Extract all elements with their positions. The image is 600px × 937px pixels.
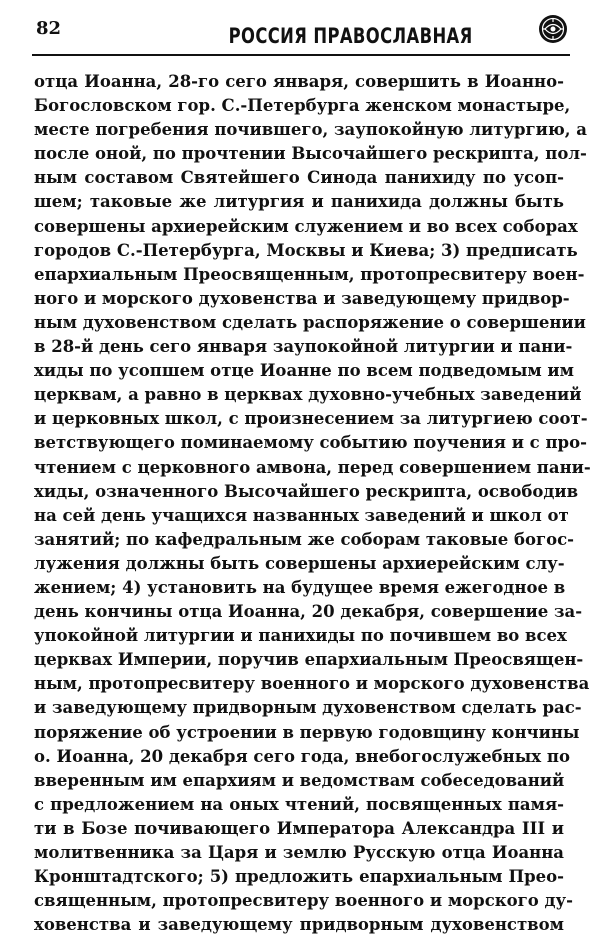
- text-line: ным, протопресвитеру военного и морского духовенства: [34, 674, 590, 694]
- running-title: РОССИЯ ПРАВОСЛАВНАЯ: [228, 24, 473, 48]
- text-line: о. Иоанна, 20 декабря сего года, внебогослужебных по: [34, 746, 570, 766]
- body-text: [34, 70, 591, 937]
- text-line: с предложением на оных чтений, посвященных памя-: [34, 794, 564, 814]
- text-line: ным составом Святейшего Синода панихиду по усоп-: [34, 168, 564, 188]
- text-line: священным, протопресвитеру военного и морского ду-: [34, 891, 573, 911]
- text-line: Кронштадтского; 5) предложить епархиальным Прео-: [34, 867, 564, 887]
- text-line: ным духовенством сделать распоряжение о совершении: [34, 312, 586, 332]
- text-line: в 28-й день сего января заупокойной литургии и пани-: [34, 337, 573, 357]
- text-line: церквам, а равно в церквах духовно-учебных заведений: [34, 385, 582, 405]
- text-line: и церковных школ, с произнесением за литургиею соот-: [34, 409, 588, 429]
- text-line: вверенным им епархиям и ведомствам собеседований: [34, 770, 565, 790]
- text-line: хиды по усопшем отце Иоанне по всем подведомым им: [34, 361, 575, 381]
- text-line: Богословском гор. С.-Петербурга женском монастыре,: [34, 96, 571, 116]
- publisher-emblem-icon: [538, 14, 568, 44]
- text-line: отца Иоанна, 28-го сего января, совершить в Иоанно-: [34, 72, 564, 91]
- text-line: лужения должны быть совершены архиерейским слу-: [34, 553, 565, 573]
- text-line: молитвенника за Царя и землю Русскую отца Иоанна: [34, 843, 564, 862]
- text-line: после оной, по прочтении Высочайшего рескрипта, пол-: [34, 144, 587, 164]
- text-line: шем; таковые же литургия и панихида должны быть: [34, 192, 564, 212]
- text-line: и заведующему придворным духовенством сделать рас-: [34, 698, 582, 718]
- text-line: хиды, означенного Высочайшего рескрипта, освободив: [34, 481, 579, 501]
- text-line: церквах Империи, поручив епархиальным Преосвящен-: [34, 650, 584, 670]
- header-rule: [32, 54, 570, 56]
- text-line: день кончины отца Иоанна, 20 декабря, совершение за-: [34, 602, 583, 622]
- text-line: ховенства и заведующему придворным духовенством: [34, 915, 564, 935]
- page-header: [32, 14, 570, 58]
- text-line: на сей день учащихся названных заведений и школ от: [34, 505, 569, 525]
- text-line: месте погребения почившего, заупокойную литургию, а: [34, 120, 587, 140]
- text-line: чтением с церковного амвона, перед совершением пани-: [34, 457, 591, 477]
- text-line: ветствующего поминаемому событию поучения и с про-: [34, 433, 587, 453]
- text-line: ного и морского духовенства и заведующему придвор-: [34, 288, 570, 308]
- text-line: совершены архиерейским служением и во всех соборах: [34, 216, 578, 236]
- text-line: жением; 4) установить на будущее время ежегодное в: [34, 577, 566, 597]
- text-line: занятий; по кафедральным же соборам таковые богос-: [34, 529, 574, 549]
- page-number: 82: [36, 18, 62, 39]
- text-line: ти в Бозе почивающего Императора Александра III и: [34, 818, 564, 838]
- text-line: городов С.-Петербурга, Москвы и Киева; 3) предписать: [34, 240, 578, 260]
- text-line: упокойной литургии и панихиды по почившем во всех: [34, 626, 567, 646]
- text-line: епархиальным Преосвященным, протопресвитеру воен-: [34, 264, 585, 284]
- text-line: поряжение об устроении в первую годовщину кончины: [34, 722, 580, 742]
